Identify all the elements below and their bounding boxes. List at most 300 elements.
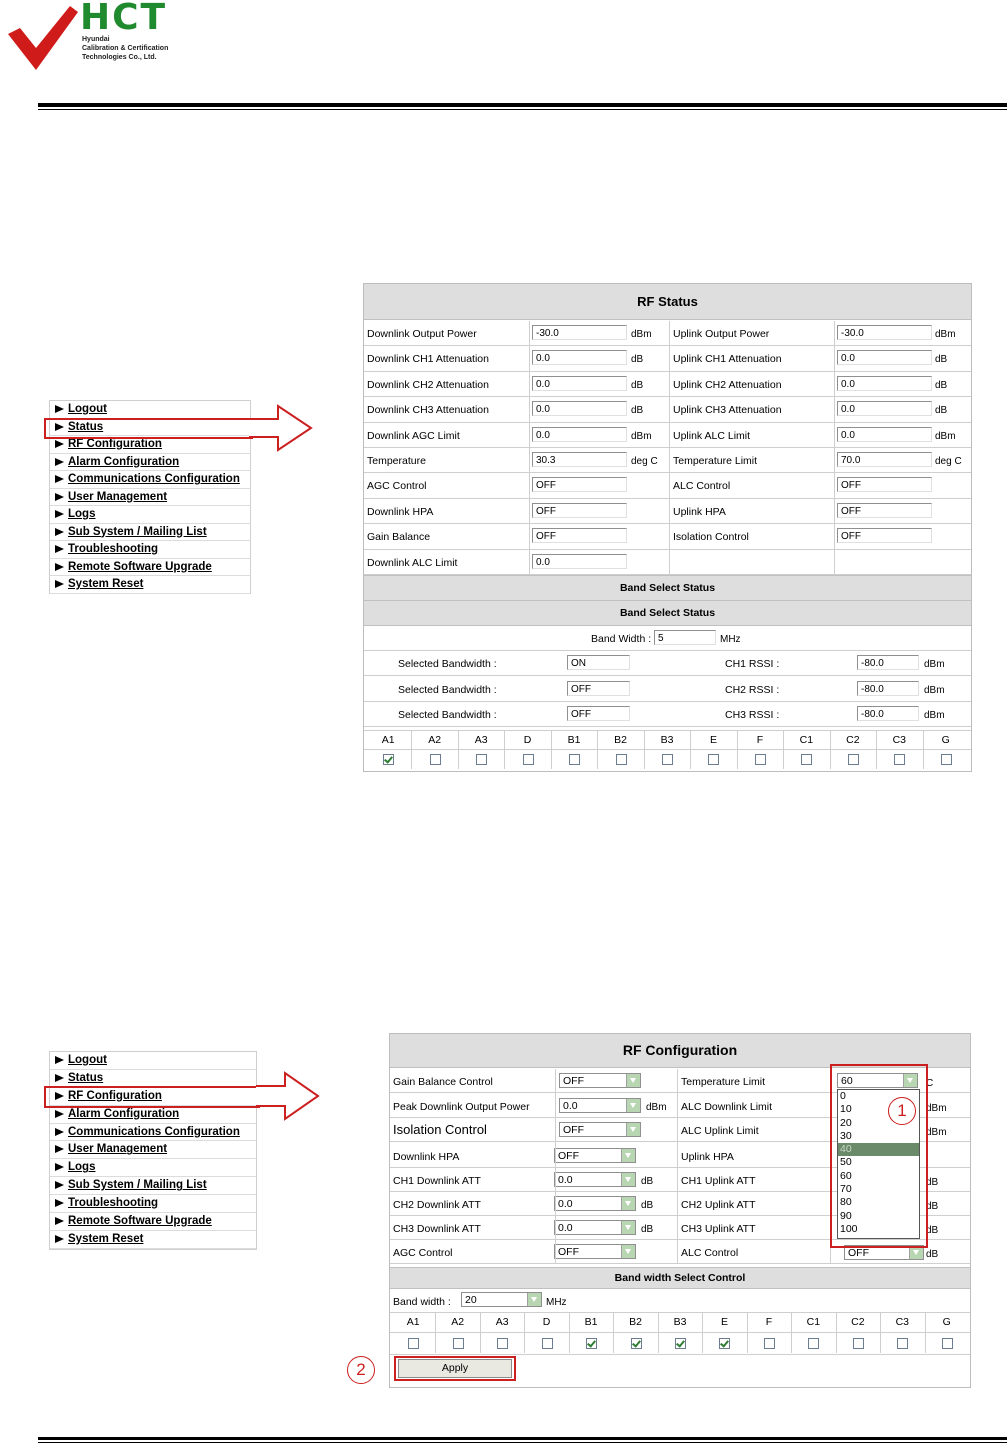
band-label: C2	[851, 1316, 865, 1328]
column-divider	[411, 731, 412, 769]
column-divider	[923, 731, 924, 769]
band-label: C2	[846, 734, 860, 746]
status-row	[364, 345, 971, 346]
column-divider	[747, 1313, 748, 1353]
status-row	[364, 749, 971, 750]
config-dropdown[interactable]	[554, 1148, 636, 1163]
triangle-right-icon	[55, 528, 64, 536]
config-label: CH3 Uplink ATT	[681, 1223, 756, 1235]
menu-item-label[interactable]: Logs	[68, 1161, 96, 1174]
status-value-field: 0.0	[837, 376, 932, 391]
status-label: Downlink HPA	[367, 505, 434, 518]
band-label: A2	[428, 734, 442, 746]
band-label: G	[942, 1316, 951, 1328]
config-row	[390, 1263, 970, 1264]
menu-item-label[interactable]: Logs	[68, 508, 96, 520]
status-row	[364, 498, 971, 499]
config-row	[390, 1312, 970, 1313]
dropdown-option[interactable]: 50	[840, 1156, 852, 1169]
band-label: B2	[614, 734, 627, 746]
triangle-right-icon	[55, 1128, 64, 1136]
rf-configuration-panel	[356, 1033, 971, 1388]
column-divider	[834, 321, 835, 575]
status-label: Uplink CH3 Attenuation	[673, 404, 782, 417]
nav-menu-rf-config	[49, 1051, 257, 1250]
status-row	[364, 549, 971, 550]
config-label: Gain Balance Control	[393, 1076, 493, 1088]
band-label: F	[756, 734, 764, 746]
triangle-right-icon	[55, 1056, 64, 1064]
status-value-field: 0.0	[532, 376, 627, 391]
rf-configuration-highlight	[44, 1086, 260, 1108]
column-divider	[569, 1313, 570, 1353]
config-dropdown[interactable]	[554, 1220, 636, 1235]
column-divider	[677, 1069, 678, 1264]
status-highlight	[44, 418, 253, 439]
status-label: Downlink CH2 Attenuation	[367, 378, 489, 391]
logo-text: HCT	[80, 0, 168, 38]
dropdown-value: OFF	[848, 1247, 869, 1259]
triangle-right-icon	[55, 405, 64, 413]
chevron-down-icon[interactable]	[621, 1149, 635, 1162]
selected-bandwidth-value: OFF	[567, 706, 630, 721]
unit-label: dBm	[924, 684, 945, 696]
status-label: Uplink ALC Limit	[673, 429, 751, 442]
footer-rule	[38, 1437, 1007, 1440]
dropdown-value: OFF	[558, 1150, 579, 1162]
footer-rule-thin	[38, 1442, 1007, 1443]
status-row	[364, 422, 971, 423]
column-divider	[925, 1313, 926, 1353]
status-value-field: 30.3	[532, 452, 627, 467]
band-checkbox-a1[interactable]	[383, 754, 394, 765]
dropdown-option[interactable]: 100	[840, 1222, 858, 1235]
unit-label: dB	[641, 1200, 654, 1211]
menu-item-alarm-configuration[interactable]	[50, 454, 250, 472]
unit-label: dB	[926, 1177, 939, 1188]
menu-item-label[interactable]: Alarm Configuration	[68, 455, 180, 468]
status-row	[364, 701, 971, 702]
band-width-unit: MHz	[720, 634, 741, 645]
band-checkbox-a2[interactable]	[430, 754, 441, 765]
menu-item-label[interactable]: Logout	[68, 1054, 107, 1066]
menu-item-logout[interactable]	[50, 1052, 256, 1070]
column-divider	[669, 321, 670, 575]
apply-button[interactable]: Apply	[398, 1359, 512, 1378]
unit-label: dB	[631, 405, 644, 417]
dropdown-option[interactable]: 30	[840, 1129, 852, 1142]
band-checkbox-g[interactable]	[941, 754, 952, 765]
chevron-down-icon[interactable]	[626, 1123, 640, 1136]
status-label: AGC Control	[367, 480, 427, 493]
dropdown-option[interactable]: 40	[838, 1143, 919, 1156]
config-dropdown[interactable]	[559, 1073, 641, 1088]
rssi-value-field: -80.0	[857, 681, 919, 696]
config-label: CH1 Uplink ATT	[681, 1175, 756, 1187]
status-row	[364, 472, 971, 473]
status-value-field: -30.0	[837, 325, 932, 340]
band-select-status-header: Band Select Status	[364, 575, 971, 601]
triangle-right-icon	[55, 475, 64, 483]
triangle-right-icon	[55, 1181, 64, 1189]
dropdown-value: OFF	[563, 1124, 584, 1136]
column-divider	[613, 1313, 614, 1353]
unit-label: dB	[641, 1176, 654, 1187]
band-label: A1	[406, 1316, 420, 1328]
unit-label: dBm	[926, 1103, 947, 1114]
rssi-value-field: -80.0	[857, 706, 919, 721]
band-label: C1	[806, 1316, 821, 1328]
dropdown-option[interactable]: 80	[840, 1196, 852, 1209]
column-divider	[836, 1313, 837, 1353]
band-checkbox-c2[interactable]	[853, 1338, 864, 1349]
band-label: B3	[673, 1316, 687, 1328]
column-divider	[690, 731, 691, 769]
status-label: Isolation Control	[673, 531, 749, 544]
triangle-right-icon	[55, 1074, 64, 1082]
chevron-down-icon[interactable]	[626, 1099, 640, 1112]
menu-item-logout[interactable]	[50, 401, 250, 419]
band-label: D	[523, 734, 532, 746]
status-value-field: OFF	[837, 528, 932, 543]
band-label: C1	[799, 734, 814, 746]
selected-bandwidth-value: OFF	[567, 681, 630, 696]
menu-item-label[interactable]: User Management	[68, 490, 168, 503]
rssi-label: CH2 RSSI :	[725, 683, 780, 696]
unit-label: dB	[935, 379, 948, 391]
menu-item-logs[interactable]	[50, 1159, 256, 1177]
menu-item-system-reset[interactable]	[50, 1231, 256, 1249]
header-rule	[38, 103, 1007, 107]
unit-label: dBm	[924, 710, 945, 721]
column-divider	[702, 1313, 703, 1353]
column-divider	[658, 1313, 659, 1353]
column-divider	[524, 1313, 525, 1353]
band-checkbox-f[interactable]	[764, 1338, 775, 1349]
menu-item-label[interactable]: System Reset	[68, 1232, 144, 1245]
status-value-field: 0.0	[532, 554, 627, 569]
rssi-label: CH3 RSSI :	[725, 709, 780, 721]
band-width-value-field: 5	[654, 630, 716, 645]
status-label: Uplink CH2 Attenuation	[673, 378, 782, 391]
dropdown-option[interactable]: 20	[840, 1116, 852, 1129]
menu-item-label[interactable]: RF Configuration	[68, 1089, 162, 1102]
band-label: C3	[895, 1316, 909, 1328]
status-value-field: 0.0	[532, 401, 627, 416]
menu-item-label[interactable]: Remote Software Upgrade	[68, 1215, 212, 1228]
status-row	[364, 396, 971, 397]
config-label: Uplink HPA	[681, 1151, 734, 1163]
column-divider	[435, 1313, 436, 1353]
chevron-down-icon[interactable]	[527, 1293, 541, 1306]
config-dropdown[interactable]	[554, 1244, 636, 1259]
selected-bandwidth-value: ON	[567, 655, 630, 670]
menu-item-alarm-configuration[interactable]	[50, 1106, 256, 1124]
menu-item-logs[interactable]	[50, 506, 250, 524]
status-value-field: 0.0	[837, 350, 932, 365]
unit-label: dB	[935, 405, 948, 417]
band-checkbox-b2[interactable]	[616, 754, 627, 765]
header-rule-thin	[38, 109, 1007, 110]
unit-label: dBm	[646, 1102, 667, 1113]
band-label: A2	[451, 1316, 465, 1328]
menu-item-label[interactable]: Troubleshooting	[68, 1197, 159, 1210]
rf-status-title: RF Status	[364, 284, 971, 320]
status-value-field: 70.0	[837, 452, 932, 467]
menu-item-troubleshooting[interactable]	[50, 1195, 256, 1213]
status-value-field: OFF	[532, 528, 627, 543]
band-checkbox-b3[interactable]	[662, 754, 673, 765]
menu-item-label[interactable]: Sub System / Mailing List	[68, 1179, 207, 1192]
band-width-label: Band width :	[393, 1296, 451, 1308]
column-divider	[529, 321, 530, 575]
status-value-field: 0.0	[532, 350, 627, 365]
band-checkbox-b3[interactable]	[675, 1338, 686, 1349]
unit-label: dB	[926, 1225, 939, 1236]
menu-item-user-management[interactable]	[50, 1141, 256, 1159]
menu-item-label[interactable]: Alarm Configuration	[68, 1107, 180, 1120]
triangle-right-icon	[55, 1110, 64, 1118]
config-dropdown[interactable]	[554, 1172, 636, 1187]
chevron-down-icon[interactable]	[626, 1074, 640, 1087]
config-label: ALC Uplink Limit	[681, 1125, 759, 1137]
dropdown-value: OFF	[563, 1075, 584, 1087]
band-checkbox-d[interactable]	[523, 754, 534, 765]
column-divider	[458, 731, 459, 769]
band-checkbox-g[interactable]	[942, 1338, 953, 1349]
status-value-field: OFF	[837, 503, 932, 518]
band-checkbox-f[interactable]	[755, 754, 766, 765]
arrow-right-icon	[255, 1071, 321, 1121]
triangle-right-icon	[55, 510, 64, 518]
menu-item-user-management[interactable]	[50, 489, 250, 507]
menu-item-label[interactable]: System Reset	[68, 578, 144, 590]
band-checkbox-c3[interactable]	[897, 1338, 908, 1349]
config-label: Peak Downlink Output Power	[393, 1101, 530, 1113]
menu-item-troubleshooting[interactable]	[50, 541, 250, 559]
menu-item-label[interactable]: Troubleshooting	[68, 543, 159, 555]
status-label: Downlink CH1 Attenuation	[367, 353, 489, 366]
config-label: CH2 Uplink ATT	[681, 1199, 756, 1211]
column-divider	[876, 731, 877, 769]
band-checkbox-e[interactable]	[719, 1338, 730, 1349]
band-checkbox-b2[interactable]	[631, 1338, 642, 1349]
unit-label: dBm	[631, 430, 652, 442]
config-dropdown[interactable]	[559, 1122, 641, 1137]
menu-item-sub-system-mailing-list[interactable]	[50, 1177, 256, 1195]
menu-item-communications-configuration[interactable]	[50, 1124, 256, 1142]
unit-label: dB	[641, 1224, 654, 1235]
dropdown-option[interactable]: 60	[840, 1169, 852, 1182]
band-label: B3	[660, 734, 674, 746]
status-row	[364, 675, 971, 676]
status-row	[364, 523, 971, 524]
triangle-right-icon	[55, 580, 64, 588]
dropdown-option[interactable]: 70	[840, 1183, 852, 1196]
unit-label: C	[926, 1078, 934, 1089]
dropdown-value: OFF	[558, 1246, 579, 1258]
status-value-field: -30.0	[532, 325, 627, 340]
column-divider	[644, 731, 645, 769]
dropdown-value: 0.0	[563, 1100, 578, 1112]
menu-item-label[interactable]: Communications Configuration	[68, 1125, 240, 1138]
menu-item-label[interactable]: Remote Software Upgrade	[68, 560, 212, 573]
menu-item-remote-software-upgrade[interactable]	[50, 559, 250, 577]
unit-label: dBm	[926, 1127, 947, 1138]
status-row	[364, 371, 971, 372]
chevron-down-icon[interactable]	[621, 1221, 635, 1234]
band-checkbox-c2[interactable]	[848, 754, 859, 765]
band-checkbox-a3[interactable]	[476, 754, 487, 765]
band-width-select-header: Band width Select Control	[390, 1267, 970, 1289]
status-value-field: OFF	[837, 477, 932, 492]
selected-bandwidth-label: Selected Bandwidth :	[398, 709, 497, 721]
unit-label: deg C	[631, 456, 658, 467]
band-checkbox-a1[interactable]	[408, 1338, 419, 1349]
band-checkbox-c3[interactable]	[894, 754, 905, 765]
band-label: A3	[495, 1316, 509, 1328]
column-divider	[480, 1313, 481, 1353]
unit-label: dB	[935, 354, 948, 366]
band-select-status-header: Band Select Status	[364, 600, 971, 626]
config-dropdown[interactable]	[559, 1098, 641, 1113]
menu-item-label[interactable]: Communications Configuration	[68, 473, 240, 485]
config-label: ALC Downlink Limit	[681, 1101, 773, 1113]
rssi-label: CH1 RSSI :	[725, 658, 780, 670]
band-checkbox-c1[interactable]	[801, 754, 812, 765]
triangle-right-icon	[55, 545, 64, 553]
column-divider	[791, 1313, 792, 1353]
status-label: Downlink CH3 Attenuation	[367, 404, 489, 417]
chevron-down-icon[interactable]	[621, 1245, 635, 1258]
callout-2-badge: 2	[347, 1356, 375, 1384]
selected-bandwidth-label: Selected Bandwidth :	[398, 683, 497, 696]
unit-label: deg C	[935, 456, 962, 467]
menu-item-system-reset[interactable]	[50, 576, 250, 594]
status-label: Gain Balance	[367, 531, 431, 544]
column-divider	[555, 1069, 556, 1264]
status-label: Temperature Limit	[673, 455, 758, 467]
band-width-unit: MHz	[546, 1297, 567, 1308]
unit-label: dBm	[935, 430, 956, 442]
menu-item-label[interactable]: User Management	[68, 1143, 168, 1156]
chevron-down-icon[interactable]	[621, 1173, 635, 1186]
menu-item-label[interactable]: Logout	[68, 403, 107, 415]
status-label: Downlink AGC Limit	[367, 429, 460, 442]
band-label: A1	[381, 734, 395, 746]
dropdown-option[interactable]: 90	[840, 1209, 852, 1222]
rf-configuration-title: RF Configuration	[390, 1034, 970, 1068]
config-label: AGC Control	[393, 1247, 453, 1259]
menu-item-label[interactable]: Status	[68, 1071, 104, 1084]
config-dropdown[interactable]	[554, 1196, 636, 1211]
band-label: B1	[584, 1316, 598, 1328]
rf-status-panel	[363, 283, 972, 772]
triangle-right-icon	[55, 563, 64, 571]
status-value-field: 0.0	[837, 427, 932, 442]
band-label: C3	[892, 734, 906, 746]
config-row	[390, 1354, 970, 1355]
config-label: Downlink HPA	[393, 1151, 460, 1163]
dropdown-value: 0.0	[558, 1174, 573, 1186]
band-checkbox-c1[interactable]	[808, 1338, 819, 1349]
band-label: G	[941, 734, 950, 746]
unit-label: dB	[631, 354, 644, 366]
dropdown-value: 60	[841, 1075, 853, 1087]
band-checkbox-b1[interactable]	[586, 1338, 597, 1349]
selected-bandwidth-label: Selected Bandwidth :	[398, 658, 497, 670]
band-checkbox-d[interactable]	[542, 1338, 553, 1349]
band-checkbox-a2[interactable]	[453, 1338, 464, 1349]
menu-item-sub-system-mailing-list[interactable]	[50, 524, 250, 542]
triangle-right-icon	[55, 1235, 64, 1243]
status-row	[364, 447, 971, 448]
status-row	[364, 730, 971, 731]
band-label: A3	[474, 734, 488, 746]
status-label: Uplink HPA	[673, 505, 726, 518]
menu-item-communications-configuration[interactable]	[50, 471, 250, 489]
band-checkbox-a3[interactable]	[497, 1338, 508, 1349]
status-row	[364, 650, 971, 651]
status-value-field: OFF	[532, 503, 627, 518]
company-name: Hyundai Calibration & Certification Technologies Co., Ltd.	[82, 36, 169, 61]
unit-label: dBm	[935, 329, 956, 340]
status-label: Uplink Output Power	[673, 328, 770, 340]
status-value-field: 0.0	[532, 427, 627, 442]
band-checkbox-e[interactable]	[708, 754, 719, 765]
apply-highlight	[394, 1356, 516, 1381]
column-divider	[504, 731, 505, 769]
status-value-field: OFF	[532, 477, 627, 492]
status-label: Downlink Output Power	[367, 328, 477, 340]
band-width-dropdown[interactable]	[461, 1292, 542, 1307]
dropdown-option[interactable]: 10	[840, 1103, 852, 1116]
column-divider	[551, 731, 552, 769]
column-divider	[737, 731, 738, 769]
menu-item-label[interactable]: Sub System / Mailing List	[68, 525, 207, 538]
menu-item-remote-software-upgrade[interactable]	[50, 1213, 256, 1231]
status-label: ALC Control	[673, 480, 731, 493]
chevron-down-icon[interactable]	[621, 1197, 635, 1210]
unit-label: dBm	[631, 329, 652, 340]
column-divider	[880, 1313, 881, 1353]
band-label: E	[709, 734, 717, 746]
config-label: CH3 Downlink ATT	[393, 1223, 481, 1235]
dropdown-option[interactable]: 0	[840, 1090, 846, 1102]
band-label: E	[720, 1316, 728, 1328]
status-row	[364, 726, 971, 727]
rssi-value-field: -80.0	[857, 655, 919, 670]
band-label: D	[542, 1316, 551, 1328]
band-label: B2	[629, 1316, 642, 1328]
band-label: F	[765, 1316, 773, 1328]
config-label: ALC Control	[681, 1247, 739, 1259]
triangle-right-icon	[55, 1217, 64, 1225]
band-label: B1	[567, 734, 581, 746]
triangle-right-icon	[55, 440, 64, 448]
column-divider	[783, 731, 784, 769]
band-checkbox-b1[interactable]	[569, 754, 580, 765]
config-label: Temperature Limit	[681, 1076, 766, 1088]
menu-item-label[interactable]: RF Configuration	[68, 438, 162, 450]
config-row	[390, 1332, 970, 1333]
column-divider	[830, 731, 831, 769]
config-label: Isolation Control	[393, 1122, 487, 1137]
status-label: Downlink ALC Limit	[367, 556, 458, 569]
status-label: Uplink CH1 Attenuation	[673, 353, 782, 366]
unit-label: dBm	[924, 659, 945, 670]
menu-item-label[interactable]: Status	[68, 420, 104, 433]
